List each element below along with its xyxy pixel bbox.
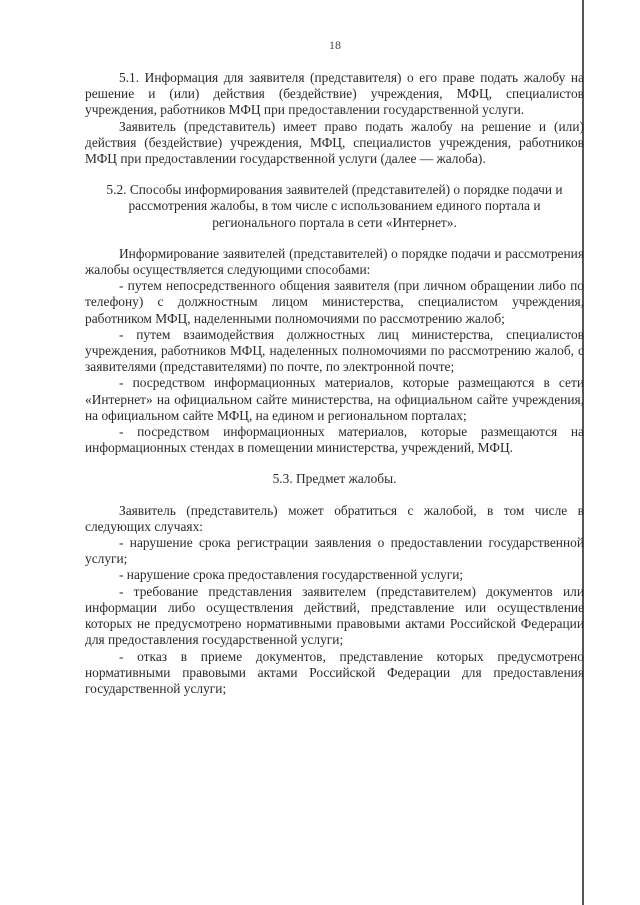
section-5-1-paragraph-1: 5.1. Информация для заявителя (представителя) о его праве подать жалобу на решение и (или) действия (бездействие) учреждения, МФЦ, специалистов учреждения, работников МФЦ при предоставлении государственной услуги. [85,70,584,118]
list-item: - отказ в приеме документов, представление которых предусмотрено нормативными правовыми актами Российской Федерации для предоставления государственной услуги; [85,648,584,696]
list-item: - посредством информационных материалов, которые размещаются в сети «Интернет» на официальном сайте министерства, на официальном сайте учреждения, на официальном сайте МФЦ, на едином и региональном порталах; [85,375,584,423]
page-content [85,70,584,697]
list-item: - путем непосредственного общения заявителя (при личном обращении либо по телефону) с должностным лицом министерства, специалистом учреждения, работником МФЦ, наделенными полномочиями по рассмотрению жалоб; [85,278,584,326]
list-item: - нарушение срока регистрации заявления о предоставлении государственной услуги; [85,535,584,567]
list-item: - путем взаимодействия должностных лиц министерства, специалистов учреждения, работников МФЦ, наделенных полномочиями по рассмотрению жалоб, с заявителями (представителями) по почте, по электронной почте; [85,326,584,375]
section-5-3-intro: Заявитель (представитель) может обратиться с жалобой, в том числе в следующих случаях: [85,502,584,534]
list-item: - посредством информационных материалов, которые размещаются на информационных стендах в помещении министерства, учреждений, МФЦ. [85,424,584,456]
section-5-3-heading: 5.3. Предмет жалобы. [272,471,397,487]
section-5-1-paragraph-2: Заявитель (представитель) имеет право подать жалобу на решение и (или) действия (бездействие) учреждения, МФЦ, специалистов учреждения, работников МФЦ при предоставлении государственной услуги (далее — жалоба). [85,118,584,167]
list-item: - нарушение срока предоставления государственной услуги; [119,567,464,583]
section-5-2-heading: 5.2. Способы информирования заявителей (представителей) о порядке подачи и рассмотрения жалобы, в том числе с использованием единого портала и регионального портала в сети «Интернет». [106,182,563,230]
section-5-2-intro: Информирование заявителей (представителей) о порядке подачи и рассмотрения жалобы осуществляется следующими способами: [85,245,584,278]
page-number: 18 [329,38,341,52]
list-item: - требование представления заявителем (представителем) документов или информации либо осуществления действий, представление или осуществление которых не предусмотрено нормативными правовыми актами Российской Федерации для предоставления государственной услуги; [85,583,584,648]
